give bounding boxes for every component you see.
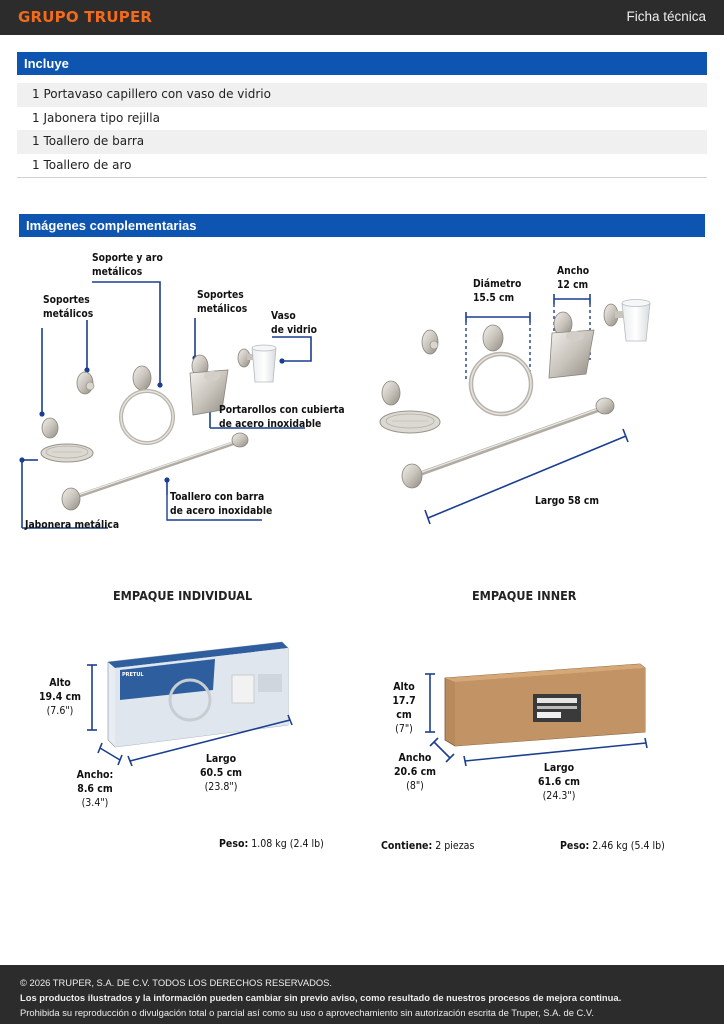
ring-holder-right (471, 325, 531, 414)
grupo-truper-logo[interactable]: GRUPO TRUPER (18, 8, 153, 26)
dim-diametro: Diámetro 15.5 cm (473, 278, 522, 304)
footer-notice: Los productos ilustrados y la información pueden cambiar sin previo aviso, como resultado de nuestros procesos de mejora continua. (20, 992, 622, 1003)
list-item: 1 Toallero de barra (17, 130, 707, 154)
individual-box (108, 642, 288, 747)
list-item: 1 Toallero de aro (17, 154, 707, 178)
incluye-list (17, 83, 707, 177)
callout-toallero-barra: Toallero con barra de acero inoxidable (170, 491, 273, 517)
empaque-inner-title: EMPAQUE INNER (472, 588, 577, 603)
list-item: 1 Jabonera tipo rejilla (17, 107, 707, 131)
inner-ancho: Ancho 20.6 cm (8") (393, 752, 437, 792)
hook-right (422, 330, 438, 354)
inner-peso: Peso: 2.46 kg (5.4 lb) (560, 840, 665, 852)
dim-ancho: Ancho 12 cm (557, 265, 590, 291)
callout-jabonera: Jabonera metálica (25, 519, 120, 531)
callout-vaso: Vaso de vidrio (271, 310, 317, 336)
individual-ancho: Ancho: 8.6 cm (3.4") (76, 769, 114, 809)
box-brand-label: PRETUL (122, 672, 144, 678)
soap-dish-left (41, 418, 93, 462)
glass-holder-right (604, 300, 650, 342)
footer (0, 965, 724, 1024)
individual-peso: Peso: 1.08 kg (2.4 lb) (219, 838, 324, 850)
packaging-illustration (0, 630, 724, 780)
hook-left (77, 372, 94, 394)
callout-soportes-mid: Soportes metálicos (197, 289, 248, 315)
list-item: 1 Portavaso capillero con vaso de vidrio (17, 83, 707, 107)
individual-largo: Largo 60.5 cm (23.8") (199, 753, 243, 793)
product-illustration (0, 240, 724, 550)
callout-soportes-left: Soportes metálicos (43, 294, 94, 320)
incluye-heading: Incluye (17, 52, 707, 75)
inner-alto: Alto 17.7 cm (7") (392, 681, 416, 735)
inner-box (445, 664, 645, 746)
paper-holder-right (549, 312, 594, 378)
individual-alto: Alto 19.4 cm (7.6") (38, 677, 82, 717)
inner-largo: Largo 61.6 cm (24.3") (537, 762, 581, 802)
footer-prohibition: Prohibida su reproducción o divulgación total o parcial así como su uso o aprovechamiento sin autorización escrita de Truper, S.A. de C.V. (20, 1007, 594, 1018)
header-bar (0, 0, 724, 35)
product-figure (0, 240, 724, 550)
list-divider (17, 177, 707, 178)
empaque-individual-title: EMPAQUE INDIVIDUAL (113, 588, 253, 603)
footer-copyright: © 2026 TRUPER, S.A. DE C.V. TODOS LOS DERECHOS RESERVADOS. (20, 977, 333, 988)
inner-contiene: Contiene: 2 piezas (381, 840, 475, 852)
callout-portarollos: Portarollos con cubierta de acero inoxidable (219, 404, 345, 430)
soap-dish-right (380, 381, 440, 433)
imagenes-heading: Imágenes complementarias (19, 214, 705, 237)
callout-soporte-aro: Soporte y aro metálicos (92, 252, 163, 278)
glass-holder-left (238, 345, 276, 382)
dim-largo: Largo 58 cm (535, 495, 600, 507)
page-title: Ficha técnica (626, 9, 706, 24)
ring-holder-left (121, 366, 173, 443)
